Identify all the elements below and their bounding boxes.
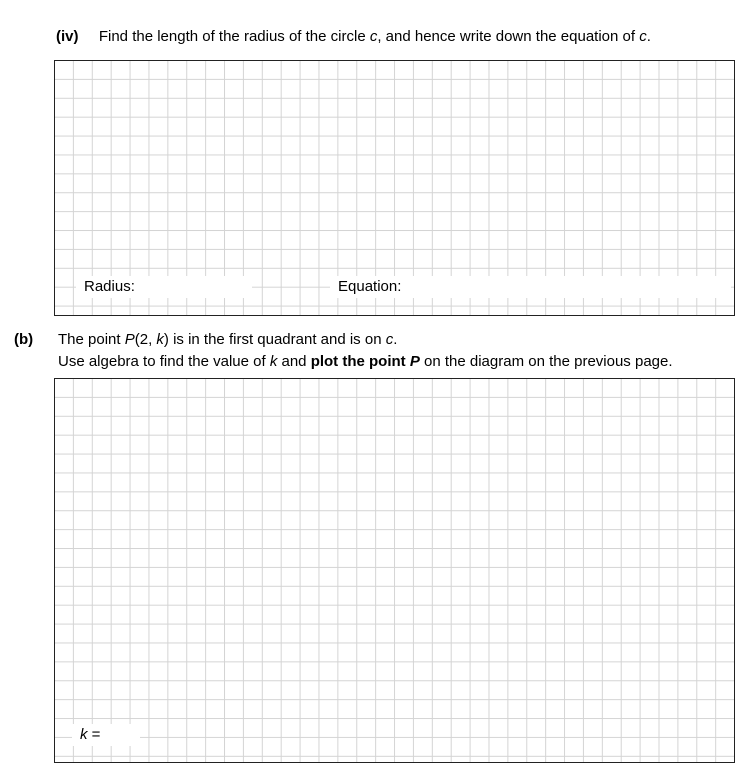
instruction-bold: plot the point <box>310 353 410 370</box>
question-iv-text-3: . <box>646 28 651 45</box>
answer-grid-b[interactable] <box>54 378 735 763</box>
question-b-text: Use algebra to find the value of <box>58 353 270 370</box>
variable-c: c <box>369 28 378 45</box>
question-iv-text-1: Find the length of the radius of the circle <box>98 28 370 45</box>
k-equals: = <box>87 726 101 743</box>
question-b-text: and <box>277 353 311 370</box>
question-number-b: (b) <box>14 331 34 348</box>
question-iv <box>56 28 651 46</box>
k-answer-field[interactable] <box>72 724 140 746</box>
point-p: P <box>124 331 135 348</box>
question-b-line-2 <box>58 353 673 371</box>
question-b-line-1 <box>58 331 397 349</box>
variable-c: c <box>385 331 394 348</box>
variable-c: c <box>639 28 647 45</box>
question-b-text: . <box>393 331 398 348</box>
question-b-number <box>14 331 33 349</box>
question-iv-text-2: , and hence write down the equation of <box>377 28 640 45</box>
variable-k: k <box>156 331 164 348</box>
point-p-bold: P <box>409 353 420 370</box>
equation-label: Equation: <box>338 278 402 295</box>
question-b-text: on the diagram on the previous page. <box>419 353 673 370</box>
radius-answer-field[interactable] <box>76 276 252 298</box>
radius-label: Radius: <box>84 278 135 295</box>
question-b-text: ) is in the first quadrant and is on <box>163 331 386 348</box>
question-b-text: The point <box>58 331 125 348</box>
k-label: k <box>80 726 88 743</box>
question-number-iv: (iv) <box>56 28 79 45</box>
equation-answer-field[interactable] <box>330 276 731 298</box>
question-b-text: (2, <box>134 331 157 348</box>
variable-k: k <box>269 353 278 370</box>
